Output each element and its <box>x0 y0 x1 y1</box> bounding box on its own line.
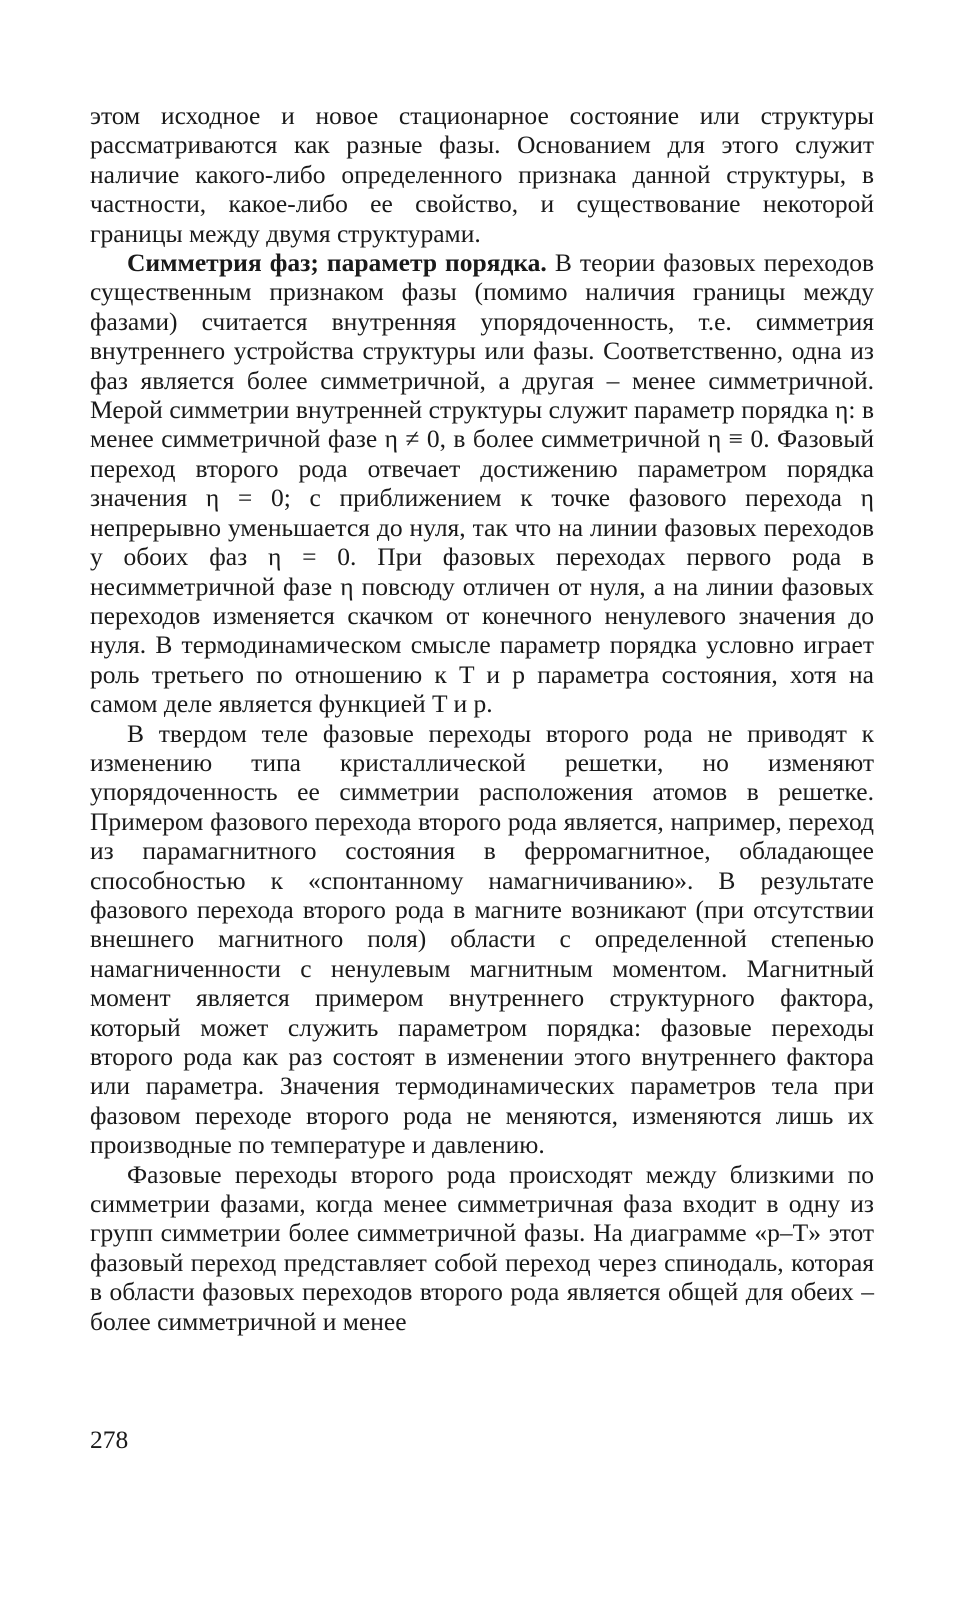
paragraph: В твердом теле фазовые переходы второго рода не приводят к изменению типа кристаллической решетки, но изменяют упорядоченность ее симметрии расположения атомов в решетке. Примером фазового перехода второго рода является, например, переход из парамагнитного состояния в ферромагнитное, обладающее способностью к «спонтанному намагничиванию». В результате фазового перехода второго рода в магните возникают (при отсутствии внешнего магнитного поля) области с определенной степенью намагниченности с ненулевым магнитным моментом. Магнитный момент является примером внутреннего структурного фактора, который может служить параметром порядка: фазовые переходы второго рода как раз состоят в изменении этого внутреннего фактора или параметра. Значения термодинамических параметров тела при фазовом переходе второго рода не меняются, изменяются лишь их производные по температуре и давлению. <box>90 718 874 1160</box>
paragraph: этом исходное и новое стационарное состояние или структуры рассматриваются как разные фазы. Основанием для этого служит наличие какого-либо определенного признака данной структуры, в частности, какое-либо ее свойство, и существование некоторой границы между двумя структурами. <box>90 101 874 248</box>
paragraph: Фазовые переходы второго рода происходят между близкими по симметрии фазами, когда менее симметричная фаза входит в одну из групп симметрии более симметричной фазы. На диаграмме «p–T» этот фазовый переход представляет собой переход через спинодаль, которая в области фазовых переходов второго рода является общей для обеих – более симметричной и менее <box>90 1159 874 1336</box>
page-number: 278 <box>90 1425 129 1454</box>
paragraph-symmetry <box>90 248 874 719</box>
paragraph-text: В теории фазовых переходов существенным признаком фазы (помимо наличия границы между фазами) считается внутренняя упорядоченность, т.е. симметрия внутреннего устройства структуры или фазы. Соответственно, одна из фаз является более симметричной, а другая – менее симметричной. Мерой симметрии внутренней структуры служит параметр порядка η: в менее симметричной фазе η ≠ 0, в более симметричной η ≡ 0. Фазовый переход второго рода отвечает достижению параметром порядка значения η = 0; с приближением к точке фазового перехода η непрерывно уменьшается до нуля, так что на линии фазовых переходов у обоих фаз η = 0. При фазовых переходах первого рода в несимметричной фазе η повсюду отличен от нуля, а на линии фазовых переходов изменяется скачком от конечного ненулевого значения до нуля. В термодинамическом смысле параметр порядка условно играет роль третьего по отношению к T и p параметра состояния, хотя на самом деле является функцией T и p. <box>90 248 874 719</box>
page-body <box>90 101 874 1336</box>
section-heading: Симметрия фаз; параметр порядка. <box>127 248 547 278</box>
